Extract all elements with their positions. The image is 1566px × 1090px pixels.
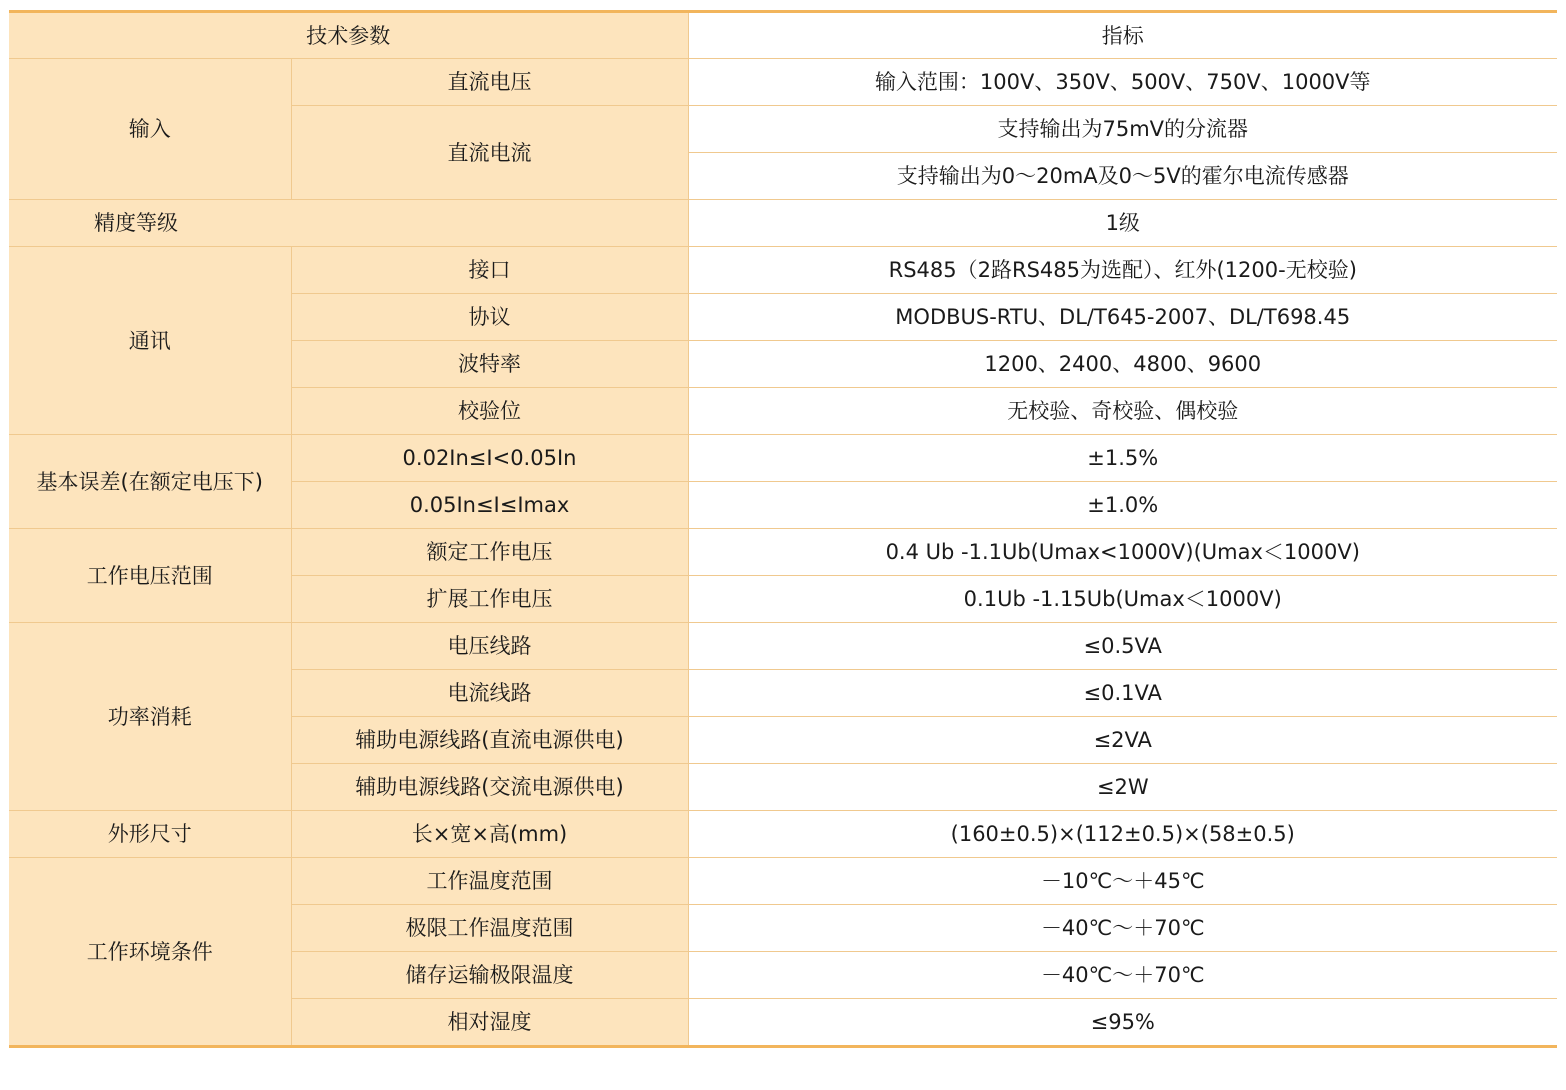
table-row [9,858,1557,905]
spec-table [9,10,1557,1048]
value-baud: 1200、2400、4800、9600 [688,341,1557,388]
value-dc-current-shunt: 支持输出为75mV的分流器 [688,106,1557,153]
value-error-high: ±1.0% [688,482,1557,529]
label-protocol: 协议 [291,294,688,341]
value-aux-dc: ≤2VA [688,717,1557,764]
label-humidity: 相对湿度 [291,999,688,1047]
table-row [9,247,1557,294]
value-dc-current-hall: 支持输出为0～20mA及0～5V的霍尔电流传感器 [688,153,1557,200]
label-aux-dc: 辅助电源线路(直流电源供电) [291,717,688,764]
value-humidity: ≤95% [688,999,1557,1047]
label-current-circuit: 电流线路 [291,670,688,717]
value-aux-ac: ≤2W [688,764,1557,811]
value-storage-temp: －40℃～＋70℃ [688,952,1557,999]
value-voltage-circuit: ≤0.5VA [688,623,1557,670]
value-parity: 无校验、奇校验、偶校验 [688,388,1557,435]
value-accuracy: 1级 [688,200,1557,247]
value-op-temp: －10℃～＋45℃ [688,858,1557,905]
value-error-low: ±1.5% [688,435,1557,482]
value-current-circuit: ≤0.1VA [688,670,1557,717]
label-aux-ac: 辅助电源线路(交流电源供电) [291,764,688,811]
value-protocol: MODBUS-RTU、DL/T645-2007、DL/T698.45 [688,294,1557,341]
label-rated-voltage: 额定工作电压 [291,529,688,576]
group-dimensions: 外形尺寸 [9,811,291,858]
table-row [9,623,1557,670]
group-environment: 工作环境条件 [9,858,291,1047]
label-error-high: 0.05In≤I≤Imax [291,482,688,529]
label-op-temp: 工作温度范围 [291,858,688,905]
value-extended-voltage: 0.1Ub -1.15Ub(Umax＜1000V) [688,576,1557,623]
table-row [9,811,1557,858]
header-index: 指标 [688,12,1557,59]
label-baud: 波特率 [291,341,688,388]
label-interface: 接口 [291,247,688,294]
label-extended-voltage: 扩展工作电压 [291,576,688,623]
value-dimensions: (160±0.5)×(112±0.5)×(58±0.5) [688,811,1557,858]
group-power: 功率消耗 [9,623,291,811]
label-limit-temp: 极限工作温度范围 [291,905,688,952]
value-interface: RS485（2路RS485为选配）、红外(1200-无校验) [688,247,1557,294]
table-row [9,435,1557,482]
table-row [9,200,1557,247]
label-storage-temp: 储存运输极限温度 [291,952,688,999]
header-param: 技术参数 [9,12,688,59]
label-accuracy: 精度等级 [9,200,688,247]
group-error: 基本误差(在额定电压下) [9,435,291,529]
label-dimensions: 长×宽×高(mm) [291,811,688,858]
table-header-row [9,12,1557,59]
label-dc-current: 直流电流 [291,106,688,200]
value-rated-voltage: 0.4 Ub -1.1Ub(Umax<1000V)(Umax＜1000V) [688,529,1557,576]
group-comm: 通讯 [9,247,291,435]
label-parity: 校验位 [291,388,688,435]
label-error-low: 0.02In≤I<0.05In [291,435,688,482]
value-limit-temp: －40℃～＋70℃ [688,905,1557,952]
label-voltage-circuit: 电压线路 [291,623,688,670]
table-row [9,529,1557,576]
group-input: 输入 [9,59,291,200]
group-voltage-range: 工作电压范围 [9,529,291,623]
label-dc-voltage: 直流电压 [291,59,688,106]
table-row [9,59,1557,106]
value-dc-voltage: 输入范围：100V、350V、500V、750V、1000V等 [688,59,1557,106]
